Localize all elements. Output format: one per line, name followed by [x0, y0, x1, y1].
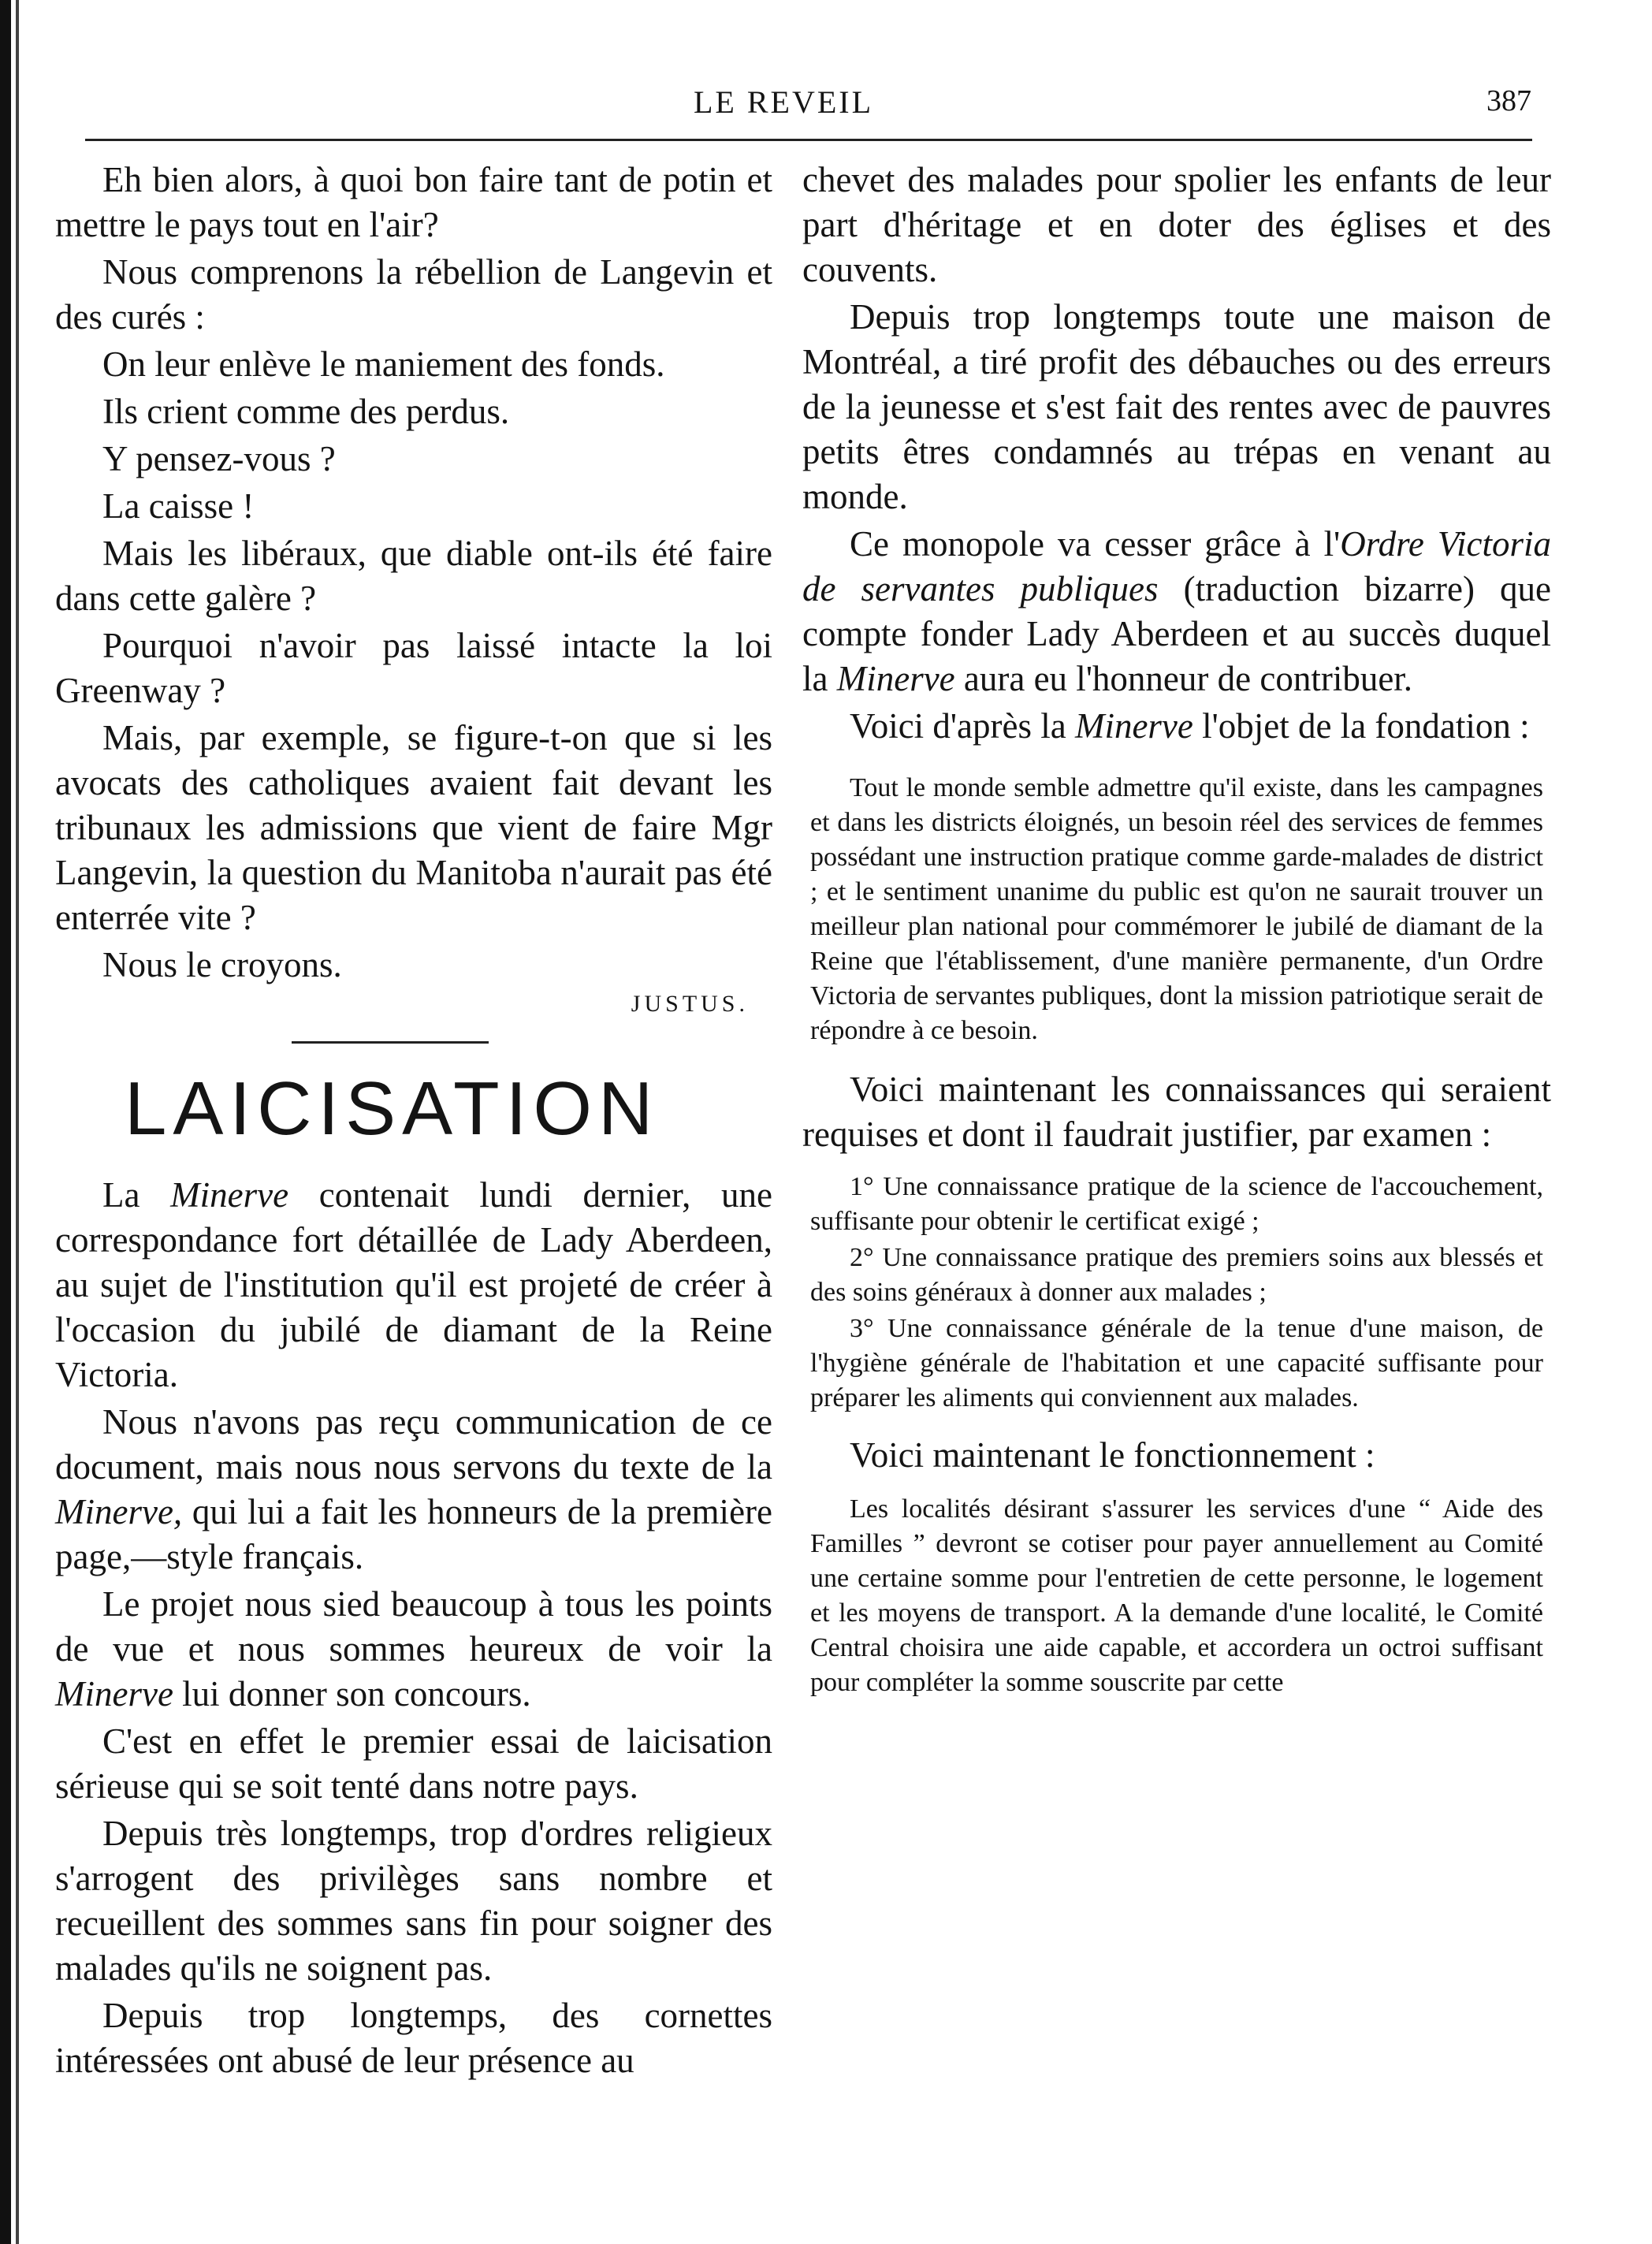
paragraph: Ils crient comme des perdus.	[102, 392, 510, 431]
paragraph: Y pensez-vous ?	[102, 439, 336, 478]
requirements-list	[810, 1170, 1543, 1416]
article-title: LAICISATION	[125, 1066, 660, 1151]
italic-publication-name: Minerve	[55, 1674, 173, 1714]
list-item: 3° Une connaissance générale de la tenue d'une maison, de l'hygiène générale de l'habitation et une capacité suffisante pour préparer les aliments qui conviennent aux malades.	[810, 1314, 1543, 1412]
article-paragraph: Nous n'avons pas reçu communication de ce document, mais nous nous servons du texte de la Minerve, qui lui a fait les honneurs de la première page,—style français.	[55, 1402, 772, 1576]
article-paragraph: La Minerve contenait lundi dernier, une correspondance fort détaillée de Lady Aberdeen, au sujet de l'institution qu'il est projeté de créer à l'occasion du jubilé de diamant de la Reine Victoria.	[55, 1175, 772, 1394]
paragraph: Nous comprenons la rébellion de Langevin et des curés :	[55, 252, 772, 337]
article-paragraph: Depuis très longtemps, trop d'ordres religieux s'arrogent des privilèges sans nombre et recueillent des sommes sans fin pour soigner des malades qu'ils ne soignent pas.	[55, 1814, 772, 1988]
paragraph: Voici maintenant le fonctionnement :	[850, 1435, 1375, 1475]
italic-publication-name: Minerve	[836, 659, 955, 698]
italic-publication-name: Minerve,	[55, 1492, 183, 1531]
paragraph: Mais les libéraux, que diable ont-ils été faire dans cette galère ?	[55, 534, 772, 618]
paragraph: On leur enlève le maniement des fonds.	[102, 344, 665, 384]
newspaper-title: LE REVEIL	[694, 84, 874, 120]
left-column	[55, 158, 772, 2086]
paragraph: Eh bien alors, à quoi bon faire tant de potin et mettre le pays tout en l'air?	[55, 160, 772, 244]
paragraph: Pourquoi n'avoir pas laissé intacte la loi Greenway ?	[55, 626, 772, 710]
paragraph: Voici d'après la Minerve l'objet de la fondation :	[850, 706, 1530, 746]
header-rule	[85, 139, 1532, 141]
page-header	[0, 79, 1652, 126]
italic-publication-name: Minerve	[1074, 706, 1193, 746]
author-signature: JUSTUS.	[631, 991, 749, 1017]
paragraph: La caisse !	[102, 486, 255, 526]
right-column	[802, 158, 1551, 1719]
page-edge-shadow	[0, 0, 11, 2244]
italic-order-name: Ordre Victoria de servantes publiques	[802, 524, 1552, 608]
paragraph: Nous le croyons.	[102, 945, 342, 984]
quote-text: Tout le monde semble admettre qu'il existe, dans les campagnes et dans les districts éloignés, un besoin réel des services de femmes possédant une instruction pratique comme garde-malades de district ; et le sentiment unanime du public est qu'on ne saurait trouver un meilleur plan national pour commémorer le jubilé de diamant de la Reine que l'établissement, d'une manière permanente, d'un Ordre Victoria de servantes publiques, dont la mission patriotique serait de répondre à ce besoin.	[810, 773, 1543, 1045]
article-paragraph: C'est en effet le premier essai de laicisation sérieuse qui se soit tenté dans notre pays.	[55, 1721, 772, 1806]
paragraph: Mais, par exemple, se figure-t-on que si les avocats des catholiques avaient fait devant les tribunaux les admissions que vient de faire Mgr Langevin, la question du Manitoba n'aurait pas été enterrée vite ?	[55, 718, 772, 937]
quoted-block	[810, 1492, 1543, 1700]
list-item: 2° Une connaissance pratique des premiers soins aux blessés et des soins généraux à donner aux malades ;	[810, 1243, 1543, 1307]
italic-publication-name: Minerve	[170, 1175, 289, 1215]
article-paragraph: Le projet nous sied beaucoup à tous les points de vue et nous sommes heureux de voir la Minerve lui donner son concours.	[55, 1584, 772, 1714]
quoted-block	[810, 771, 1543, 1048]
article-paragraph: Depuis trop longtemps, des cornettes intéressées ont abusé de leur présence au	[55, 1996, 772, 2080]
article-separator	[292, 1041, 489, 1044]
paragraph: Voici maintenant les connaissances qui seraient requises et dont il faudrait justifier, par examen :	[802, 1070, 1551, 1154]
paragraph: Depuis trop longtemps toute une maison de Montréal, a tiré profit des débauches ou des erreurs de la jeunesse et s'est fait des rentes avec de pauvres petits êtres condamnés au trépas en venant au monde.	[802, 297, 1551, 516]
page-number: 387	[1486, 84, 1531, 117]
list-item: 1° Une connaissance pratique de la science de l'accouchement, suffisante pour obtenir le certificat exigé ;	[810, 1172, 1543, 1236]
page-edge-shadow-inner	[16, 0, 19, 2244]
paragraph-continued: chevet des malades pour spolier les enfants de leur part d'héritage et en doter des églises et des couvents.	[802, 160, 1551, 289]
paragraph: Ce monopole va cesser grâce à l'Ordre Victoria de servantes publiques (traduction bizarre) que compte fonder Lady Aberdeen et au succès duquel la Minerve aura eu l'honneur de contribuer.	[802, 524, 1552, 698]
quote-text: Les localités désirant s'assurer les services d'une “ Aide des Familles ” devront se cotiser pour payer annuellement au Comité une certaine somme pour l'entretien de cette personne, le logement et les moyens de transport. A la demande d'une localité, le Comité Central choisira une aide capable, et accordera un octroi suffisant pour compléter la somme souscrite par cette	[810, 1494, 1543, 1697]
